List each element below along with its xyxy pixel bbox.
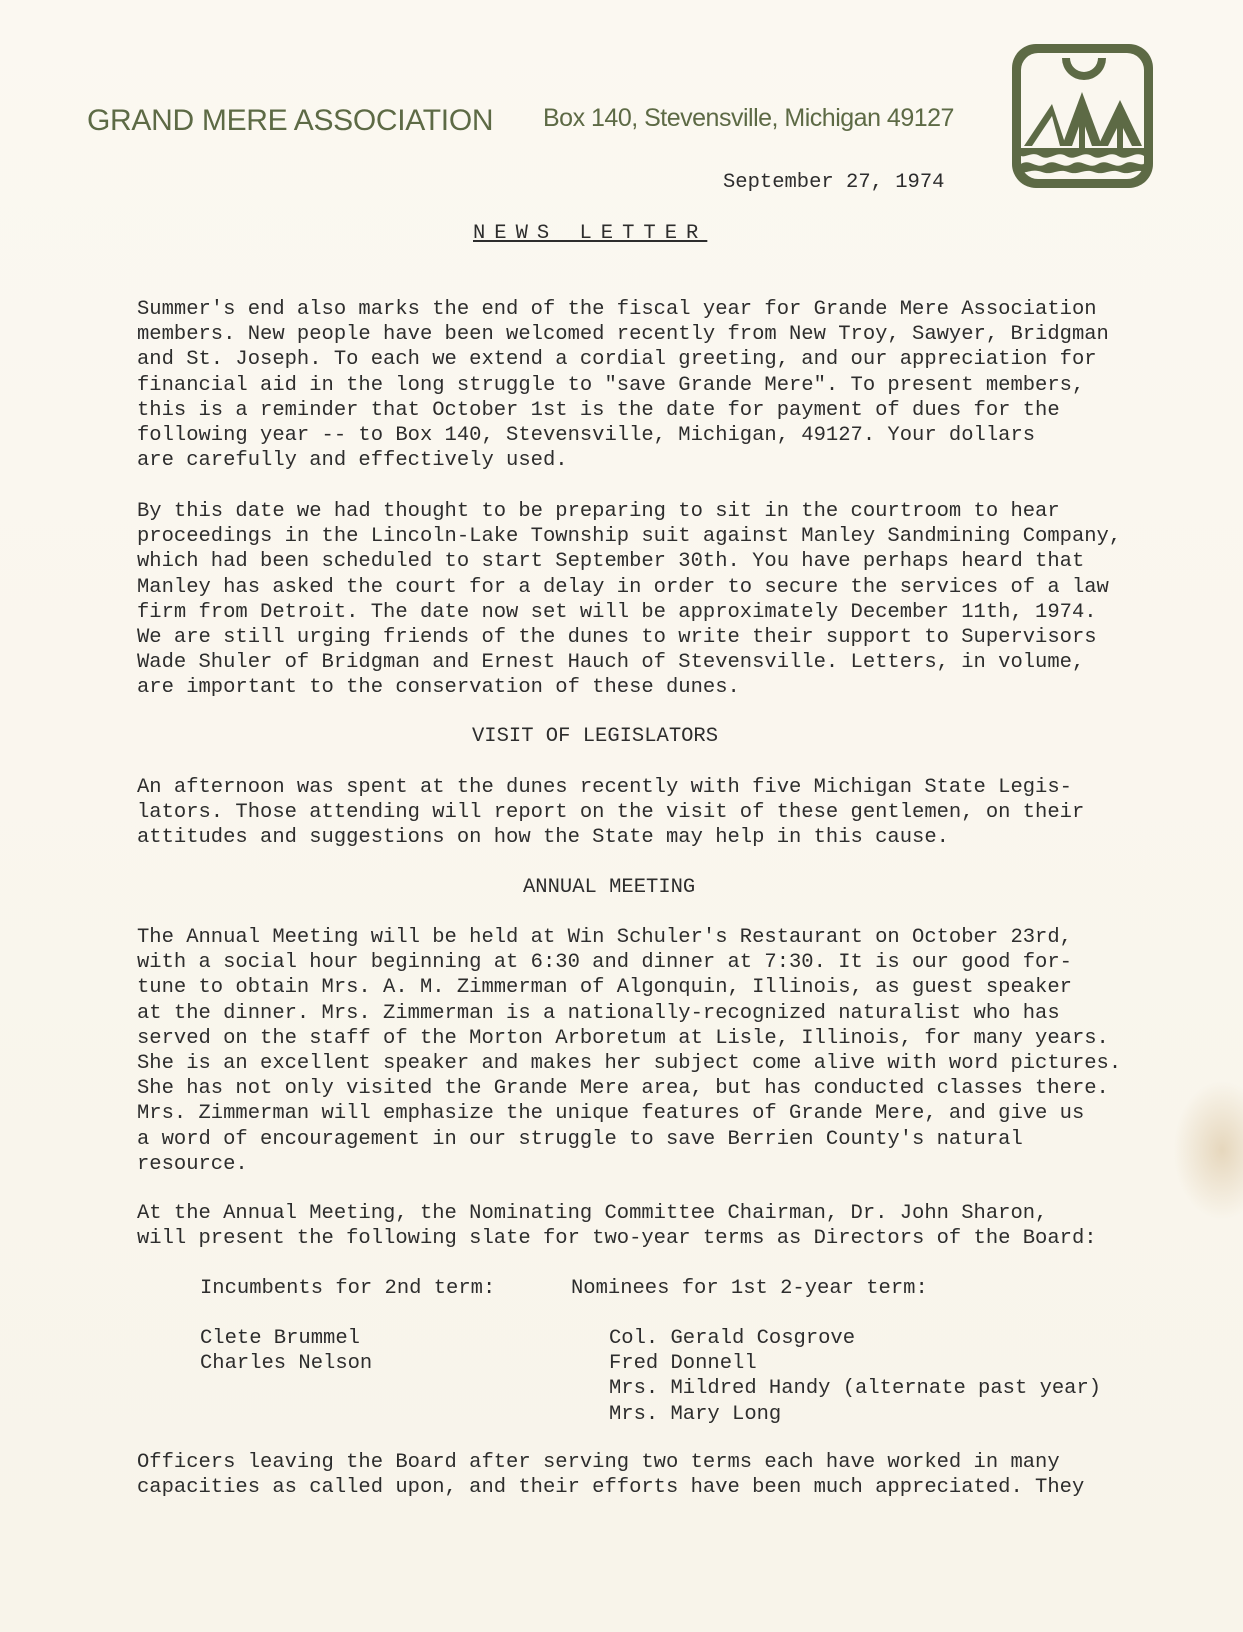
paragraph-nominating: At the Annual Meeting, the Nominating Committee Chairman, Dr. John Sharon, will present the following slate for two-year terms as Directors of the Board: (137, 1202, 1097, 1251)
organization-name: GRAND MERE ASSOCIATION (87, 104, 494, 137)
paragraph-lawsuit: By this date we had thought to be preparing to sit in the courtroom to hear proceedings in the Lincoln-Lake Township suit against Manley Sandmining Company, which had been scheduled to start September 30th. You have perhaps heard that Manley has asked the court for a delay in order to secure the services of a law firm from Detroit. The date now set will be approximately December 11th, 1974. We are still urging friends of the dunes to write their support to Supervisors Wade Shuler of Bridgman and Ernest Hauch of Stevensville. Letters, in volume, are important to the conservation of these dunes. (137, 500, 1122, 700)
dunes-trees-water-logo-icon (1010, 42, 1155, 190)
heading-annual-meeting: ANNUAL MEETING (523, 876, 696, 899)
paragraph-legislators: An afternoon was spent at the dunes recently with five Michigan State Legis- lators. Those attending will report on the visit of these gentlemen, on their attitudes and suggestions on how the State may help in this cause. (137, 776, 1085, 850)
paragraph-annual-meeting: The Annual Meeting will be held at Win Schuler's Restaurant on October 23rd, with a social hour beginning at 6:30 and dinner at 7:30. It is our good for- tune to obtain Mrs. A. M. Zimmerman of Algonquin, Illinois, as guest speaker at the dinner. Mrs. Zimmerman is a nationally-recognized naturalist who has served on the staff of the Morton Arboretum at Lisle, Illinois, for many years. She is an excellent speaker and makes her subject come alive with word pictures. She has not only visited the Grande Mere area, but has conducted classes there. Mrs. Zimmerman will emphasize the unique features of Grande Mere, and give us a word of encouragement in our struggle to save Berrien County's natural resource. (137, 926, 1122, 1176)
paragraph-fiscal-year: Summer's end also marks the end of the fiscal year for Grande Mere Association members. New people have been welcomed recently from New Troy, Sawyer, Bridgman and St. Joseph. To each we extend a cordial greeting, and our appreciation for financial aid in the long struggle to "save Grande Mere". To present members, this is a reminder that October 1st is the date for payment of dues for the following year -- to Box 140, Stevensville, Michigan, 49127. Your dollars are carefully and effectively used. (137, 298, 1109, 473)
nominees-header: Nominees for 1st 2-year term: (571, 1277, 928, 1300)
nominees-list: Col. Gerald Cosgrove Fred Donnell Mrs. Mildred Handy (alternate past year) Mrs. Mary Long (609, 1327, 1102, 1426)
paper-stain (1173, 1080, 1243, 1220)
paragraph-officers-leaving: Officers leaving the Board after serving two terms each have worked in many capacities as called upon, and their efforts have been much appreciated. They (137, 1451, 1085, 1500)
organization-address: Box 140, Stevensville, Michigan 49127 (543, 104, 954, 132)
page-title: NEWS LETTER (473, 222, 708, 245)
heading-visit-of-legislators: VISIT OF LEGISLATORS (472, 725, 719, 748)
incumbents-header: Incumbents for 2nd term: (200, 1277, 496, 1300)
letter-date: September 27, 1974 (723, 171, 945, 194)
incumbents-list: Clete Brummel Charles Nelson (200, 1327, 373, 1376)
